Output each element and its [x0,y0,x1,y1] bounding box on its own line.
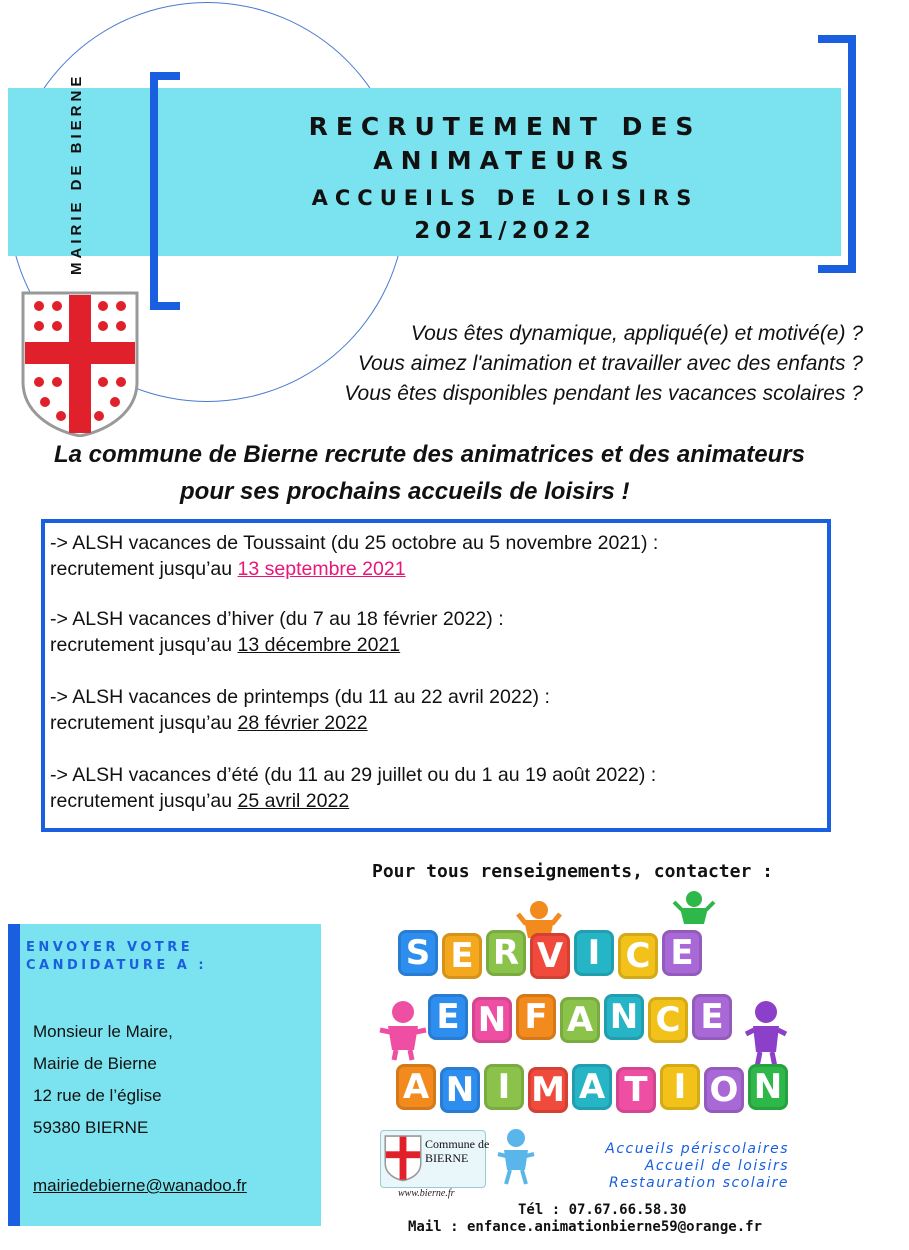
logo-tile: E [692,994,732,1040]
commune-logo-text [425,1137,489,1165]
logo-tile: C [648,997,688,1043]
logo-tile: N [440,1067,480,1113]
contact-email[interactable]: Mail : enfance.animationbierne59@orange.fr [408,1219,763,1235]
website-label: www.bierne.fr [398,1188,455,1199]
session-label: -> ALSH vacances d’hiver (du 7 au 18 février 2022) : [50,608,504,630]
session-deadline: 13 septembre 2021 [237,558,406,580]
address-line: 59380 BIERNE [33,1118,149,1137]
address-line: Mairie de Bierne [33,1054,157,1073]
logo-tile: E [442,933,482,979]
logo-tile: I [574,930,614,976]
intro-line-1: La commune de Bierne recrute des animatrices et des animateurs [54,441,805,468]
logo-tile: E [428,994,468,1040]
title-line-4: 2021/2022 [414,218,596,244]
address-line: Monsieur le Maire, [33,1022,173,1041]
session-item [50,684,550,736]
logo-tile: I [660,1064,700,1110]
logo-tile: A [396,1064,436,1110]
logo-tile: O [704,1067,744,1113]
service-item: Accueils périscolaires [605,1141,789,1157]
session-item [50,530,658,582]
logo-tile: A [560,997,600,1043]
session-item [50,762,656,814]
session-item [50,606,504,658]
session-label: -> ALSH vacances de printemps (du 11 au 22 avril 2022) : [50,686,550,708]
session-prefix: recrutement jusqu’au [50,558,238,580]
logo-tile: N [604,994,644,1040]
service-item: Restauration scolaire [609,1175,789,1191]
kid-purple-icon [744,1000,788,1074]
coat-of-arms-icon [19,290,141,437]
candidature-header-line-2: CANDIDATURE A : [26,958,208,973]
contact-label: Pour tous renseignements, contacter : [372,861,773,882]
mairie-vertical-label: MAIRIE DE BIERNE [68,72,85,275]
title-line-1: RECRUTEMENT DES [308,112,702,141]
logo-tile: I [484,1064,524,1110]
session-prefix: recrutement jusqu’au [50,790,238,812]
session-label: -> ALSH vacances d’été (du 11 au 29 juillet ou du 1 au 19 août 2022) : [50,764,657,786]
address-line: 12 rue de l’église [33,1086,162,1105]
question-2: Vous aimez l'animation et travailler avec des enfants ? [357,352,863,375]
kid-pink-icon [378,1000,428,1062]
logo-tile: C [618,933,658,979]
question-3: Vous êtes disponibles pendant les vacances scolaires ? [344,382,863,405]
title-line-3: ACCUEILS DE LOISIRS [311,186,699,210]
title-line-2: ANIMATEURS [373,146,637,175]
commune-logo-line-2: BIERNE [425,1151,469,1165]
candidature-accent-bar [8,924,20,1226]
logo-tile: M [528,1067,568,1113]
session-label: -> ALSH vacances de Toussaint (du 25 octobre au 5 novembre 2021) : [50,532,659,554]
candidature-header-line-1: ENVOYER VOTRE [26,940,194,955]
logo-tile: N [748,1064,788,1110]
mini-coat-of-arms-icon [384,1134,422,1182]
logo-tile: R [486,930,526,976]
session-prefix: recrutement jusqu’au [50,712,238,734]
logo-tile: A [572,1064,612,1110]
logo-tile: T [616,1067,656,1113]
question-1: Vous êtes dynamique, appliqué(e) et motivé(e) ? [410,322,863,345]
logo-tile: E [662,930,702,976]
session-deadline: 25 avril 2022 [237,790,350,812]
logo-tile: S [398,930,438,976]
session-deadline: 28 février 2022 [237,712,368,734]
intro-line-2: pour ses prochains accueils de loisirs ! [180,478,630,505]
logo-tile: N [472,997,512,1043]
candidature-header [26,939,207,975]
session-prefix: recrutement jusqu’au [50,634,238,656]
kid-green-icon [672,890,716,926]
kid-blue-icon [496,1128,536,1186]
left-bracket [150,72,180,310]
logo-tile: F [516,994,556,1040]
candidature-email-link[interactable]: mairiedebierne@wanadoo.fr [33,1176,247,1195]
commune-logo-line-1: Commune de [425,1137,490,1151]
session-deadline: 13 décembre 2021 [237,634,401,656]
service-item: Accueil de loisirs [644,1158,789,1174]
logo-tile: V [530,933,570,979]
contact-phone[interactable]: Tél : 07.67.66.58.30 [518,1202,687,1218]
